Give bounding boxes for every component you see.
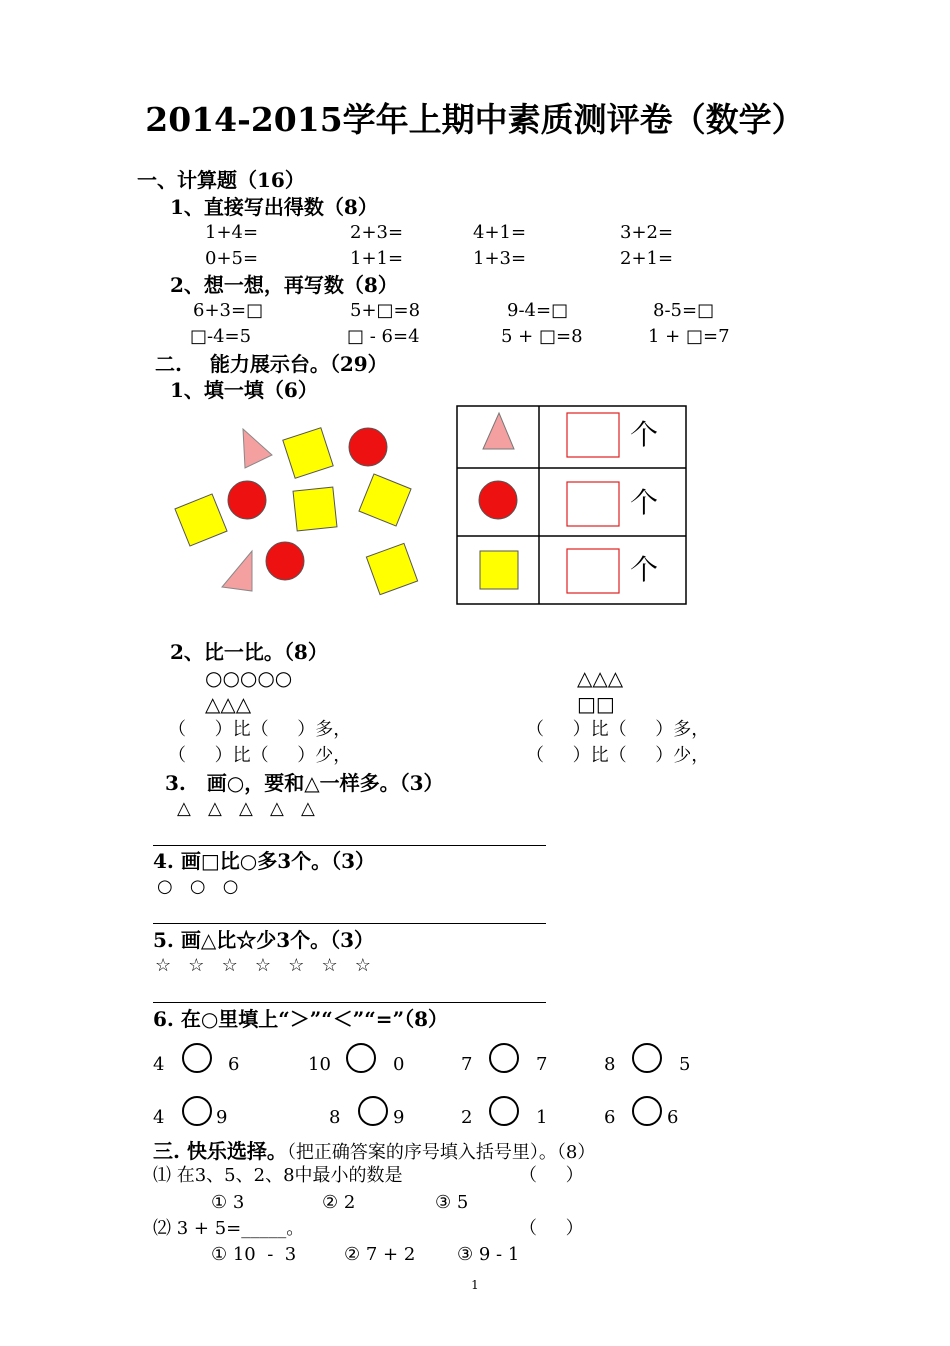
page-title: 2014-2015学年上期中素质测评卷（数学） — [145, 100, 805, 139]
section-3-heading — [153, 1141, 595, 1162]
page-number: 1 — [471, 1278, 479, 1292]
draw-squares-heading: 4. 画□比○多3个。（3） — [153, 849, 376, 873]
draw-squares-symbols: ○ ○ ○ — [157, 876, 239, 897]
unit-label: 个 — [630, 486, 659, 519]
compare-number: 0 — [393, 1054, 405, 1075]
fill-item: 6+3=□ — [193, 300, 264, 321]
compare-number: 8 — [604, 1054, 616, 1075]
sign-circle[interactable] — [631, 1095, 663, 1127]
choice-2-option[interactable]: ① 10 - 3 — [211, 1244, 297, 1265]
sign-circle[interactable] — [345, 1042, 377, 1074]
compare-number: 9 — [216, 1107, 228, 1128]
compare-more-left[interactable]: （ ）比（ ）多， — [168, 719, 352, 740]
compare-heading: 2、比一比。（8） — [170, 640, 328, 664]
square-shape — [293, 487, 337, 531]
q2-heading: 2、想一想，再写数（8） — [170, 273, 398, 297]
draw-circles-symbols: △ △ △ △ △ — [177, 798, 315, 819]
compare-number: 7 — [536, 1054, 548, 1075]
compare-left-circles: ○○○○○ — [205, 666, 293, 690]
choice-1-stem: ⑴ 在3、5、2、8中最小的数是 — [153, 1165, 403, 1186]
calc-item: 1+4= — [205, 222, 259, 243]
compare-number: 1 — [536, 1107, 548, 1128]
compare-less-left[interactable]: （ ）比（ ）少， — [168, 745, 352, 766]
section-3-note: （把正确答案的序号填入括号里）。（8） — [286, 1142, 596, 1163]
compare-left-triangles: △△△ — [205, 692, 252, 716]
calc-item: 2+3= — [350, 222, 404, 243]
draw-triangles-heading: 5. 画△比☆少3个。（3） — [153, 928, 375, 952]
calc-item: 0+5= — [205, 248, 259, 269]
circle-shape — [349, 428, 387, 466]
square-shape — [175, 494, 227, 546]
answer-line[interactable] — [153, 923, 546, 924]
compare-number: 7 — [461, 1054, 473, 1075]
choice-1-option[interactable]: ② 2 — [322, 1192, 356, 1213]
choice-1-answer[interactable]: （ ） — [519, 1165, 584, 1186]
draw-triangles-symbols: ☆ ☆ ☆ ☆ ☆ ☆ ☆ — [155, 955, 371, 976]
calc-item: 4+1= — [473, 222, 527, 243]
choice-2-option[interactable]: ② 7 + 2 — [344, 1244, 416, 1265]
fill-item: 5 + □=8 — [501, 326, 583, 347]
square-shape — [366, 543, 417, 594]
sign-circle[interactable] — [357, 1095, 389, 1127]
fill-item: □ - 6=4 — [347, 326, 420, 347]
answer-line[interactable] — [153, 845, 546, 846]
compare-number: 10 — [308, 1054, 331, 1075]
triangle-icon — [483, 413, 514, 449]
choice-1-option[interactable]: ③ 5 — [435, 1192, 469, 1213]
compare-less-right[interactable]: （ ）比（ ）少， — [526, 745, 710, 766]
sign-circle[interactable] — [488, 1095, 520, 1127]
choice-2-option[interactable]: ③ 9 - 1 — [457, 1244, 520, 1265]
fill-item: 5+□=8 — [350, 300, 421, 321]
draw-circles-heading: 3. 画○，要和△一样多。（3） — [165, 771, 444, 795]
compare-more-right[interactable]: （ ）比（ ）多， — [526, 719, 710, 740]
calc-item: 1+1= — [350, 248, 404, 269]
fill-heading: 1、填一填（6） — [170, 378, 318, 402]
calc-item: 2+1= — [620, 248, 674, 269]
compare-signs-heading: 6. 在○里填上“＞”“＜”“=”（8） — [153, 1007, 448, 1031]
compare-number: 4 — [153, 1107, 165, 1128]
fill-item: 8-5=□ — [653, 300, 715, 321]
compare-number: 6 — [667, 1107, 679, 1128]
compare-number: 8 — [329, 1107, 341, 1128]
triangle-shape — [222, 551, 252, 591]
compare-right-triangles: △△△ — [577, 666, 624, 690]
compare-number: 6 — [604, 1107, 616, 1128]
fill-item: □-4=5 — [190, 326, 252, 347]
compare-number: 4 — [153, 1054, 165, 1075]
square-shape — [283, 428, 333, 478]
section-2-heading: 二. 能力展示台。（29） — [155, 352, 388, 376]
answer-line[interactable] — [153, 1002, 546, 1003]
section-3-title: 三. 快乐选择。 — [153, 1139, 287, 1163]
sign-circle[interactable] — [631, 1042, 663, 1074]
calc-item: 1+3= — [473, 248, 527, 269]
fill-item: 9-4=□ — [507, 300, 569, 321]
choice-2-answer[interactable]: （ ） — [519, 1218, 584, 1239]
answer-box-square[interactable] — [567, 549, 619, 593]
square-icon — [480, 551, 518, 589]
answer-box-triangle[interactable] — [567, 413, 619, 457]
compare-right-squares: □□ — [577, 692, 615, 716]
triangle-shape — [243, 429, 272, 468]
compare-number: 9 — [393, 1107, 405, 1128]
compare-number: 2 — [461, 1107, 473, 1128]
choice-1-option[interactable]: ① 3 — [211, 1192, 245, 1213]
calc-item: 3+2= — [620, 222, 674, 243]
fill-item: 1 + □=7 — [648, 326, 730, 347]
compare-number: 5 — [679, 1054, 691, 1075]
sign-circle[interactable] — [181, 1042, 213, 1074]
choice-2-stem: ⑵ 3 + 5=_____。 — [153, 1218, 305, 1239]
answer-box-circle[interactable] — [567, 482, 619, 526]
circle-shape — [228, 481, 266, 519]
sign-circle[interactable] — [181, 1095, 213, 1127]
circle-shape — [266, 542, 304, 580]
q1-heading: 1、直接写出得数（8） — [170, 195, 378, 219]
circle-icon — [479, 481, 517, 519]
square-shape — [359, 474, 411, 526]
sign-circle[interactable] — [488, 1042, 520, 1074]
compare-number: 6 — [228, 1054, 240, 1075]
unit-label: 个 — [630, 553, 659, 586]
unit-label: 个 — [630, 418, 659, 451]
section-1-heading: 一、计算题（16） — [137, 168, 305, 192]
shapes-cluster — [160, 405, 440, 610]
